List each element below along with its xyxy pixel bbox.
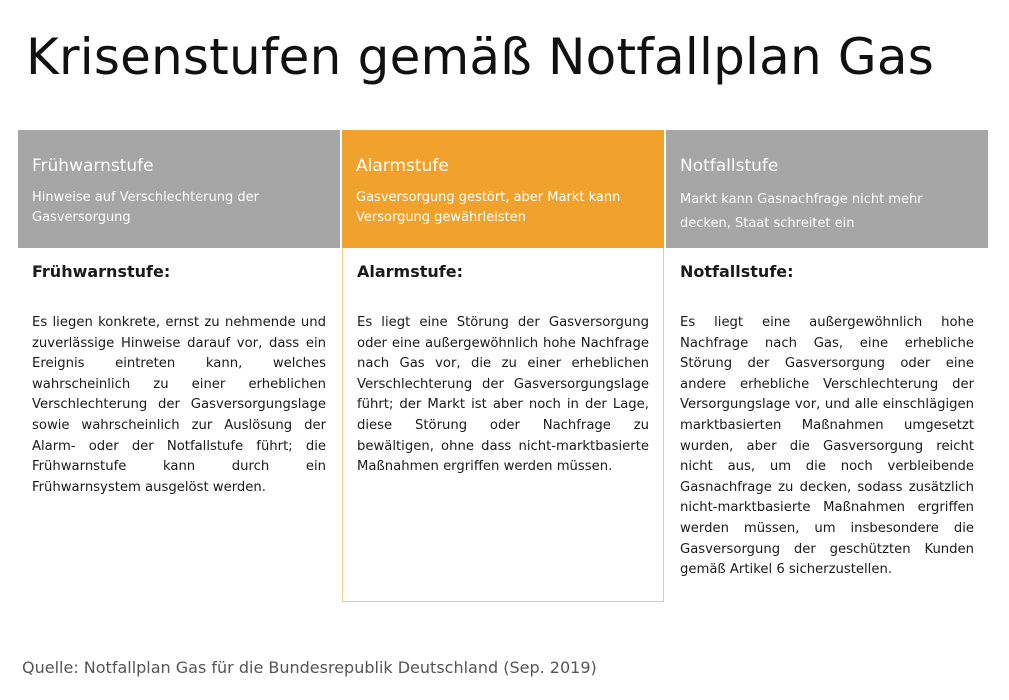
- stage-header: [342, 130, 664, 248]
- stage-header: [666, 130, 988, 248]
- stage-body-title: Alarmstufe:: [357, 262, 463, 281]
- stage-header-subtitle: Gasversorgung gestört, aber Markt kann Versorgung gewährleisten: [356, 190, 621, 225]
- stage-header-subtitle: Markt kann Gasnachfrage nicht mehr decken, Staat schreitet ein: [680, 192, 923, 231]
- stage-column-notfallstufe: [666, 130, 988, 581]
- stage-header: [18, 130, 340, 248]
- stage-header-title: Alarmstufe: [356, 156, 449, 176]
- stage-column-fruehwarnstufe: [18, 130, 340, 498]
- stage-body-title: Notfallstufe:: [680, 262, 794, 281]
- stage-header-title: Notfallstufe: [680, 156, 779, 176]
- page-title: Krisenstufen gemäß Notfallplan Gas: [26, 28, 934, 86]
- stage-column-alarmstufe: [342, 130, 664, 602]
- stage-body-text: Es liegt eine Störung der Gasversorgung oder eine außergewöhnlich hohe Nachfrage nach Gas vor, die zu einer erheblichen Verschlechterung der Gasversorgungslage führt; der Markt ist aber noch in der Lage, diese Störung oder Nachfrage zu bewältigen, ohne dass nicht-marktbasierte Maßnahmen ergriffen werden müssen.: [357, 315, 649, 475]
- stage-body-title: Frühwarnstufe:: [32, 262, 171, 281]
- stage-body: [18, 248, 340, 498]
- stage-body-text: Es liegen konkrete, ernst zu nehmende und zuverlässige Hinweise darauf vor, dass ein Ereignis eintreten kann, welches wahrscheinlich zu einer erheblichen Verschlechterung der Gasversorgungslage sowie wahrscheinlich zur Auslösung der Alarm- oder der Notfallstufe führt; die Frühwarnstufe kann durch ein Frühwarnsystem ausgelöst werden.: [32, 315, 326, 495]
- stage-header-subtitle: Hinweise auf Verschlechterung der Gasversorgung: [32, 190, 259, 225]
- stage-header-title: Frühwarnstufe: [32, 156, 154, 176]
- stage-body: [666, 248, 988, 581]
- stage-body-text: Es liegt eine außergewöhnlich hohe Nachfrage nach Gas, eine erhebliche Störung der Gasversorgung oder eine andere erhebliche Verschlechterung der Versorgungslage vor, und alle einschlägigen marktbasierten Maßnahmen umgesetzt wurden, aber die Gasversorgung reicht nicht aus, um die noch verbleibende Gasnachfrage zu decken, sodass zusätzlich nicht-marktbasierte Maßnahmen ergriffen werden müssen, um insbesondere die Gasversorgung der geschützten Kunden gemäß Artikel 6 sicherzustellen.: [680, 315, 974, 578]
- stage-body: [342, 248, 664, 602]
- source-note: Quelle: Notfallplan Gas für die Bundesrepublik Deutschland (Sep. 2019): [22, 658, 597, 677]
